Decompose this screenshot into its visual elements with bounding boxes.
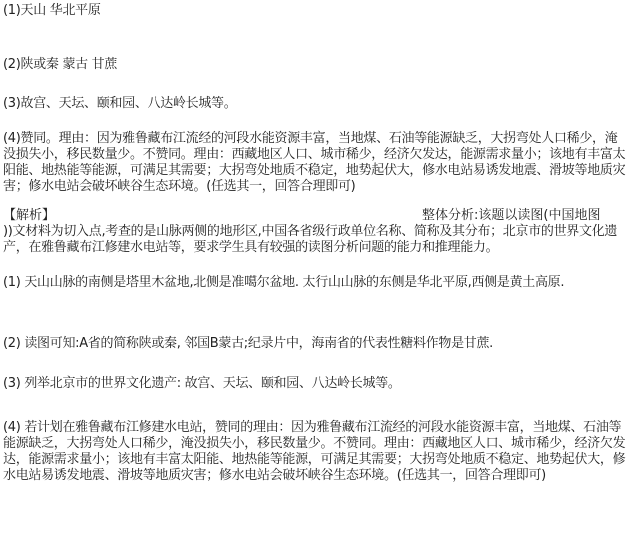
answer-3: (3)故宫、天坛、颐和园、八达岭长城等。 (3, 96, 237, 111)
analysis-step-1: (1) 天山山脉的南侧是塔里木盆地,北侧是准噶尔盆地. 太行山山脉的东侧是华北平原,西侧是黄土高原. (3, 275, 565, 290)
analysis-overview: ))文材料为切入点,考查的是山脉两侧的地形区,中国各省级行政单位名称、简称及其分布；北京市的世界文化遗产，在雅鲁藏布江修建水电站等，要求学生具有较强的读图分析问题的能力和推理能力。 (3, 224, 618, 255)
answer-1: (1)天山 华北平原 (3, 3, 101, 18)
answer-2: (2)陕或秦 蒙古 甘蔗 (3, 57, 118, 72)
analysis-step-2: (2) 读图可知:A省的简称陕或秦, 邻国B蒙古;纪录片中，海南省的代表性糖料作物是甘蔗. (3, 336, 494, 351)
answer-4: (4)赞同。理由：因为雅鲁藏布江流经的河段水能资源丰富，当地煤、石油等能源缺乏，大拐弯处人口稀少，淹没损失小，移民数量少。不赞同。理由：西藏地区人口、城市稀少，经济欠发达，能源需求量小；该地有丰富太阳能、地热能等能源，可满足其需要；大拐弯处地质不稳定，地势起伏大，修水电站易诱发地震、滑坡等地质灾害；修水电站会破坏峡谷生态环境。(任选其一，回答合理即可) (3, 131, 626, 194)
analysis-lead: 整体分析:该题以读图(中国地图 (422, 208, 601, 223)
analysis-step-4: (4) 若计划在雅鲁藏布江修建水电站，赞同的理由：因为雅鲁藏布江流经的河段水能资源丰富，当地煤、石油等能源缺乏，大拐弯处人口稀少，淹没损失小，移民数量少。不赞同。理由：西藏地区人口、城市稀少，经济欠发达，能源需求量小；该地有丰富太阳能、地热能等能源，可满足其需要；大拐弯处地质不稳定、地势起伏大，修水电站易诱发地震、滑坡等地质灾害；修水电站会破坏峡谷生态环境。(任选其一，回答合理即可) (3, 420, 626, 483)
analysis-step-3: (3) 列举北京市的世界文化遗产: 故宫、天坛、颐和园、八达岭长城等。 (3, 376, 401, 391)
analysis-title: 【解析】 (3, 208, 56, 223)
